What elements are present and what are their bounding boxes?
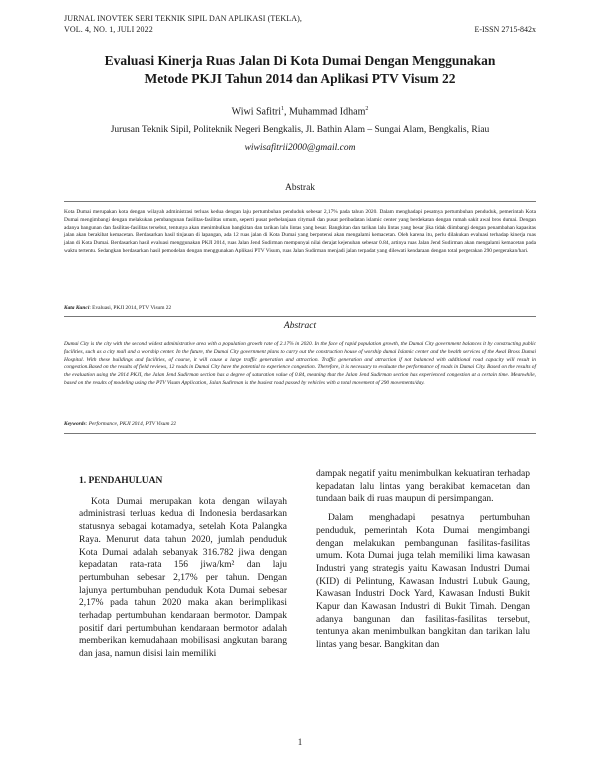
author-email[interactable]: wiwisafitrii2000@gmail.com (244, 143, 356, 153)
keywords-id-label: Kata Kunci (64, 305, 90, 311)
author-separator: , (283, 106, 289, 118)
body-paragraph: Dalam menghadapi pesatnya pertumbuhan penduduk, pemerintah Kota Dumai mengimbangi dengan melakukan pembangunan fasilitas-fasilitas umum. Kota Dumai juga telah memiliki lima kawasan Industri yang strategis yaitu Kawasan Industri Dumai (KID) di Pelintung, Kawasan Industri Lubuk Gaung, Kawasan Industri Dock Yard, Kawasan Industi Bukit Kapur dan Kawasan Industri di Bukit Timah. Dengan adanya bangunan dan fasilitas-fasilitas tersebut, tentunya akan menimbulkan bangkitan dan tarikan lalu lintas yang besar. Bangkitan dan (316, 513, 530, 651)
keywords-en-label: Keywords (64, 421, 86, 427)
authors (0, 106, 600, 117)
keywords-en (64, 420, 536, 428)
affiliation: Jurusan Teknik Sipil, Politeknik Negeri Bengkalis, Jl. Bathin Alam – Sungai Alam, Bengkalis, Riau (110, 125, 490, 135)
body-paragraph-continued: dampak negatif yaitu menimbulkan kekuatiran terhadap kepadatan lalu lintas yang berakibat kemacetan dan tundaan baik di ruas maupun di persimpangan. (316, 469, 530, 505)
paper-title (40, 52, 560, 88)
title-line-2: Metode PKJI Tahun 2014 dan Aplikasi PTV Visum 22 (144, 71, 456, 86)
author-2-affil: 2 (365, 106, 369, 112)
section-heading: 1. PENDAHULUAN (79, 476, 163, 486)
title-line-1: Evaluasi Kinerja Ruas Jalan Di Kota Dumai Dengan Menggunakan (104, 53, 496, 68)
author-1: Wiwi Safitri (231, 106, 281, 118)
author-2: Muhammad Idham (288, 106, 366, 118)
abstract-id-heading: Abstrak (284, 183, 316, 193)
author-1-affil: 1 (280, 106, 284, 112)
journal-volume: VOL. 4, NO. 1, JULI 2022 (64, 25, 153, 34)
keywords-id (64, 304, 536, 312)
abstract-en-heading: Abstract (283, 321, 317, 331)
divider-middle (64, 316, 536, 317)
issn: E-ISSN 2715-842x (474, 25, 536, 34)
keywords-id-values: : Evaluasi, PKJI 2014, PTV Visum 22 (89, 305, 172, 311)
body-paragraph: Kota Dumai merupakan kota dengan wilayah administrasi terluas kedua di Indonesia berdasarkan statusnya sebagai kotamadya, setelah Kota Palangka Raya. Menurut data tahun 2020, jumlah penduduk Kota Dumai adalah sebanyak 316.782 jiwa dengan kepadatan rata-rata 156 jiwa/km² dan laju pertumbuhan sebesar 2,17% per tahun. Dengan lajunya pertumbuhan penduduk Kota Dumai sebesar 2,17% pada tahun 2020 maka akan berimplikasi terhadap pertumbuhan kendaraan bermotor. Dampak positif dari pertumbuhan kendaraan bermotor adalah memberikan kemudahaan mobilisasi angkutan barang dan jasa, namun disisi lain memiliki (79, 496, 287, 660)
body-column-right (316, 468, 530, 652)
divider-bottom (64, 433, 536, 434)
divider-top (64, 201, 536, 202)
body-column-left (79, 475, 287, 661)
journal-header (64, 13, 302, 35)
journal-name: JURNAL INOVTEK SERI TEKNIK SIPIL DAN APLIKASI (TEKLA), (64, 14, 302, 23)
abstract-en-text: Dumai City is the city with the second widest administrative area with a population growth rate of 2.17% in 2020. In the face of rapid population growth, the Dumai City government balances it by constructing public facilities, such as a city mall and a worship center. In the future, the Dumai City government plans to carry out the construction house of worship dumai Islamic center and the health services of the Awal Bross Dumai Hospital. With these buildings and facilities, of course, it will cause a large traffic generation and attraction. Traffic generation and attraction if not balanced with additional road capacity will result in congestion.Based on the results of field reviews, 12 roads in Dumai City have the potential to experience congestion. Therefore, it is necessary to evaluate the performance of roads in Dumai City. Based on the results of the evaluation using the 2014 PKJI, the Jalan Jend Sudirman section has a degree of saturation value of 0.84, meaning that the Jalan Jend Sudirman section has experienced congestion at a certain time. Meanwhile, based on the results of modeling using the PTV Visum Application, Jalan Sudirman is the busiest road passed by vehicles with a total movement of 290 movements/day. (64, 341, 536, 386)
abstract-id-text: Kota Dumai merupakan kota dengan wilayah administrasi terluas kedua dengan laju pertumbuhan penduduk sebesar 2,17% pada tahun 2020. Dalam menghadapi pesatnya pertumbuhan penduduk, pemerintah Kota Dumai mengimbangi dengan melakukan pembangunan fasilitas-fasilitas umum, seperti pusat perbelanjaan citymall dan pusat peribadatan islamic center yang berdekatan dengan rumah sakit awal bros dumai. Dengan adanya bangunan dan fasilitas-fasilitas tersebut, tentunya akan menimbulkan bangkitan dan tarikan lalu lintas yang besar. Bangkitan dan tarikan lalu lintas yang besar jika tidak diimbangi dengan penambahan kapasitas jalan akan berakibat kemacetan. Berdasarkan hasil tinjauan di lapangan, ada 12 ruas jalan di Kota Dumai yang berpotensi akan mengalami kemacetan. Oleh karena itu, perlu dilakukan evaluasi terhadap kinerja ruas jalan di Kota Dumai. Berdasarkan hasil evaluasi menggunakan PKJI 2014, ruas Jalan Jend Sudirman mempunyai nilai derajat kejenuhan sebesar 0.84, artinya ruas Jalan Jend Sudirman akan mengalami kemacetan pada waktu tertentu. Sedangkan berdasarkan hasil pemodelan dengan menggunakan Aplikasi PTV Visum, ruas Jalan Sudirman menjadi jalan terpadat yang dilewati kendaraan dengan total pergerakan 290 pergerakan/hari. (64, 209, 536, 254)
page-number: 1 (297, 737, 303, 747)
keywords-en-values: : Performance, PKJI 2014, PTV Visum 22 (85, 421, 177, 427)
